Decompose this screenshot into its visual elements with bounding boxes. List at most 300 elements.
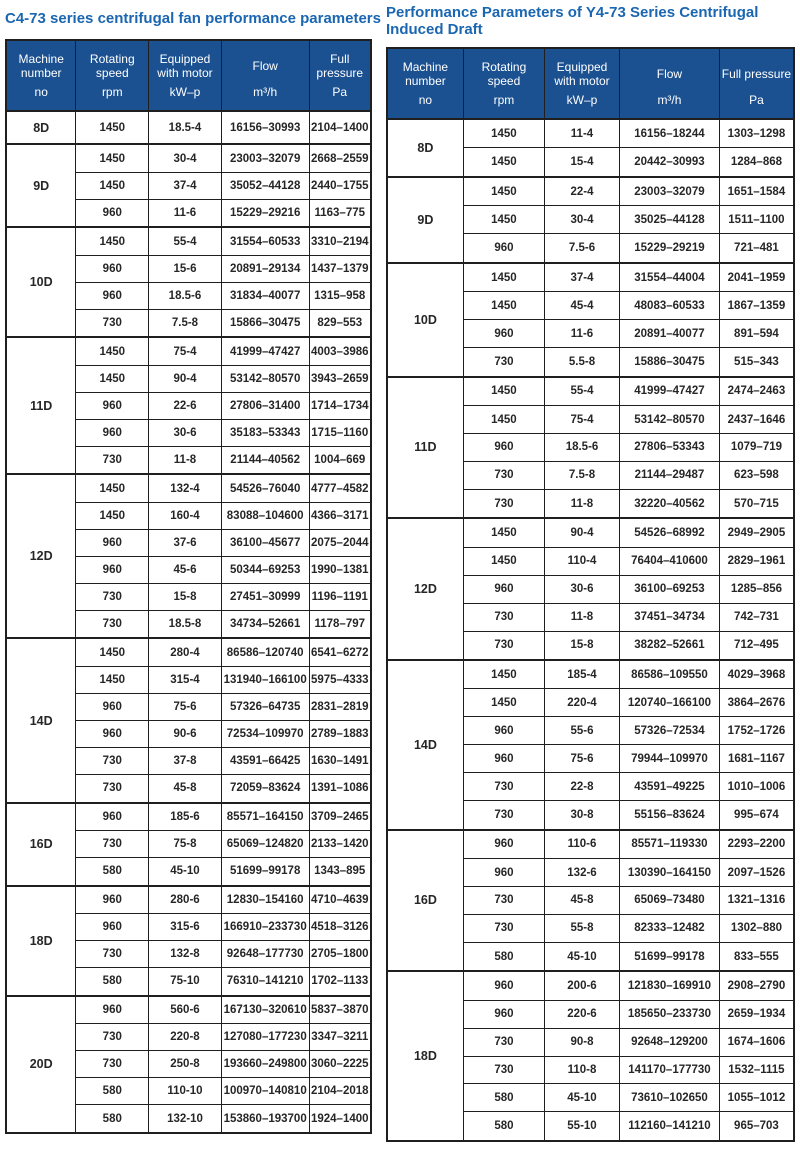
- data-cell: 1315–958: [309, 282, 371, 309]
- data-cell: 75-4: [149, 337, 222, 365]
- data-cell: 1163–775: [309, 199, 371, 227]
- data-cell: 45-4: [544, 292, 619, 320]
- data-cell: 15866–30475: [221, 309, 309, 337]
- data-cell: 4003–3986: [309, 337, 371, 365]
- column-header: Equipped with motor kW–p: [544, 48, 619, 119]
- data-cell: 110-4: [544, 547, 619, 575]
- data-cell: 130390–164150: [620, 859, 720, 887]
- data-cell: 55-10: [544, 1112, 619, 1141]
- data-cell: 55-4: [544, 377, 619, 406]
- data-cell: 1055–1012: [719, 1084, 794, 1112]
- data-cell: 623–598: [719, 461, 794, 489]
- data-cell: 730: [463, 773, 544, 801]
- data-cell: 45-6: [149, 556, 222, 583]
- c4-73-performance-table: [5, 39, 372, 1134]
- data-cell: 1714–1734: [309, 392, 371, 419]
- data-cell: 15-8: [544, 631, 619, 660]
- data-cell: 2104–1400: [309, 111, 371, 144]
- data-cell: 730: [463, 348, 544, 377]
- data-cell: 1196–1191: [309, 583, 371, 610]
- data-cell: 1285–856: [719, 575, 794, 603]
- data-cell: 90-4: [149, 365, 222, 392]
- data-cell: 18.5-6: [544, 434, 619, 462]
- data-cell: 90-4: [544, 518, 619, 547]
- data-cell: 79944–109970: [620, 745, 720, 773]
- data-cell: 54526–76040: [221, 474, 309, 502]
- data-cell: 960: [76, 419, 149, 446]
- data-cell: 110-10: [149, 1078, 222, 1105]
- data-cell: 18.5-6: [149, 282, 222, 309]
- data-cell: 730: [76, 1051, 149, 1078]
- data-cell: 167130–320610: [221, 996, 309, 1024]
- data-cell: 15886–30475: [620, 348, 720, 377]
- data-cell: 20891–40077: [620, 320, 720, 348]
- data-cell: 2075–2044: [309, 529, 371, 556]
- data-cell: 829–553: [309, 309, 371, 337]
- data-cell: 1511–1100: [719, 206, 794, 234]
- data-cell: 21144–40562: [221, 446, 309, 474]
- data-cell: 960: [76, 199, 149, 227]
- data-cell: 2831–2819: [309, 694, 371, 721]
- data-cell: 1450: [76, 111, 149, 144]
- data-cell: 570–715: [719, 489, 794, 518]
- data-cell: 6541–6272: [309, 638, 371, 666]
- data-cell: 55-8: [544, 914, 619, 942]
- data-cell: 4366–3171: [309, 502, 371, 529]
- data-cell: 30-6: [544, 575, 619, 603]
- data-cell: 2659–1934: [719, 1000, 794, 1028]
- data-cell: 1450: [463, 660, 544, 689]
- data-cell: 45-10: [544, 942, 619, 971]
- data-cell: 712–495: [719, 631, 794, 660]
- data-cell: 30-6: [149, 419, 222, 446]
- data-cell: 1450: [463, 518, 544, 547]
- data-cell: 580: [463, 1112, 544, 1141]
- data-cell: 4518–3126: [309, 914, 371, 941]
- data-cell: 75-8: [149, 831, 222, 858]
- data-cell: 580: [76, 1078, 149, 1105]
- data-cell: 1867–1359: [719, 292, 794, 320]
- data-cell: 11-6: [149, 199, 222, 227]
- data-cell: 2133–1420: [309, 831, 371, 858]
- data-cell: 185-4: [544, 660, 619, 689]
- data-cell: 1681–1167: [719, 745, 794, 773]
- data-cell: 37-4: [149, 172, 222, 199]
- data-cell: 960: [463, 234, 544, 263]
- table-row: [6, 337, 371, 365]
- data-cell: 1343–895: [309, 858, 371, 886]
- data-cell: 43591–49225: [620, 773, 720, 801]
- table-row: [6, 111, 371, 144]
- data-cell: 112160–141210: [620, 1112, 720, 1141]
- data-cell: 960: [463, 745, 544, 773]
- data-cell: 730: [463, 631, 544, 660]
- data-cell: 37-6: [149, 529, 222, 556]
- machine-number-cell: 20D: [6, 996, 76, 1133]
- data-cell: 1450: [76, 144, 149, 172]
- data-cell: 20891–29134: [221, 255, 309, 282]
- machine-number-cell: 9D: [6, 144, 76, 227]
- table-row: [6, 144, 371, 172]
- data-cell: 580: [76, 858, 149, 886]
- data-cell: 1178–797: [309, 610, 371, 638]
- machine-number-cell: 18D: [6, 886, 76, 996]
- data-cell: 2668–2559: [309, 144, 371, 172]
- data-cell: 4710–4639: [309, 886, 371, 914]
- data-cell: 35052–44128: [221, 172, 309, 199]
- data-cell: 12830–154160: [221, 886, 309, 914]
- data-cell: 185-6: [149, 803, 222, 831]
- data-cell: 960: [463, 434, 544, 462]
- column-header: Equipped with motor kW–p: [149, 40, 222, 111]
- data-cell: 1450: [76, 638, 149, 666]
- data-cell: 27806–53343: [620, 434, 720, 462]
- table-row: [6, 886, 371, 914]
- table-row: [6, 996, 371, 1024]
- data-cell: 730: [76, 748, 149, 775]
- data-cell: 960: [76, 255, 149, 282]
- data-cell: 45-8: [544, 886, 619, 914]
- data-cell: 85571–119330: [620, 830, 720, 859]
- table-row: [387, 377, 794, 406]
- data-cell: 57326–72534: [620, 717, 720, 745]
- data-cell: 132-10: [149, 1105, 222, 1133]
- data-cell: 1450: [76, 667, 149, 694]
- data-cell: 2705–1800: [309, 941, 371, 968]
- data-cell: 2293–2200: [719, 830, 794, 859]
- data-cell: 2474–2463: [719, 377, 794, 406]
- data-cell: 730: [463, 914, 544, 942]
- data-cell: 515–343: [719, 348, 794, 377]
- data-cell: 21144–29487: [620, 461, 720, 489]
- column-header: Full pressure Pa: [309, 40, 371, 111]
- data-cell: 580: [463, 942, 544, 971]
- data-cell: 960: [76, 886, 149, 914]
- data-cell: 131940–166100: [221, 667, 309, 694]
- data-cell: 3709–2465: [309, 803, 371, 831]
- data-cell: 730: [76, 309, 149, 337]
- data-cell: 730: [76, 610, 149, 638]
- data-cell: 220-6: [544, 1000, 619, 1028]
- data-cell: 83088–104600: [221, 502, 309, 529]
- data-cell: 2437–1646: [719, 406, 794, 434]
- data-cell: 730: [463, 489, 544, 518]
- data-cell: 315-6: [149, 914, 222, 941]
- table-row: [387, 263, 794, 292]
- data-cell: 833–555: [719, 942, 794, 971]
- data-cell: 55-4: [149, 227, 222, 255]
- data-cell: 121830–169910: [620, 971, 720, 1000]
- data-cell: 3060–2225: [309, 1051, 371, 1078]
- data-cell: 30-4: [544, 206, 619, 234]
- data-cell: 48083–60533: [620, 292, 720, 320]
- data-cell: 1450: [463, 292, 544, 320]
- data-cell: 2041–1959: [719, 263, 794, 292]
- data-cell: 41999–47427: [221, 337, 309, 365]
- data-cell: 82333–12482: [620, 914, 720, 942]
- table-row: [387, 177, 794, 206]
- data-cell: 1450: [76, 227, 149, 255]
- machine-number-cell: 9D: [387, 177, 463, 263]
- data-cell: 35025–44128: [620, 206, 720, 234]
- data-cell: 7.5-8: [544, 461, 619, 489]
- data-cell: 37451–34734: [620, 603, 720, 631]
- data-cell: 3347–3211: [309, 1024, 371, 1051]
- data-cell: 1674–1606: [719, 1028, 794, 1056]
- data-cell: 1437–1379: [309, 255, 371, 282]
- data-cell: 23003–32079: [620, 177, 720, 206]
- data-cell: 1302–880: [719, 914, 794, 942]
- machine-number-cell: 16D: [387, 830, 463, 972]
- data-cell: 960: [76, 282, 149, 309]
- data-cell: 45-8: [149, 775, 222, 803]
- data-cell: 75-6: [149, 694, 222, 721]
- data-cell: 1651–1584: [719, 177, 794, 206]
- data-cell: 76310–141210: [221, 968, 309, 996]
- data-cell: 995–674: [719, 801, 794, 830]
- data-cell: 960: [76, 914, 149, 941]
- data-cell: 15-8: [149, 583, 222, 610]
- data-cell: 280-4: [149, 638, 222, 666]
- data-cell: 65069–73480: [620, 886, 720, 914]
- data-cell: 20442–30993: [620, 148, 720, 177]
- data-cell: 1532–1115: [719, 1056, 794, 1084]
- data-cell: 73610–102650: [620, 1084, 720, 1112]
- data-cell: 50344–69253: [221, 556, 309, 583]
- left-table-title: C4-73 series centrifugal fan performance parameters: [5, 10, 381, 27]
- data-cell: 4777–4582: [309, 474, 371, 502]
- y4-73-performance-table: [386, 47, 795, 1142]
- data-cell: 1702–1133: [309, 968, 371, 996]
- data-cell: 86586–120740: [221, 638, 309, 666]
- column-header: Flow m³/h: [221, 40, 309, 111]
- data-cell: 730: [463, 1056, 544, 1084]
- data-cell: 15229–29216: [221, 199, 309, 227]
- data-cell: 11-8: [149, 446, 222, 474]
- data-cell: 5.5-8: [544, 348, 619, 377]
- machine-number-cell: 16D: [6, 803, 76, 886]
- data-cell: 36100–45677: [221, 529, 309, 556]
- data-cell: 18.5-8: [149, 610, 222, 638]
- data-cell: 960: [76, 721, 149, 748]
- data-cell: 90-6: [149, 721, 222, 748]
- data-cell: 90-8: [544, 1028, 619, 1056]
- data-cell: 55156–83624: [620, 801, 720, 830]
- data-cell: 185650–233730: [620, 1000, 720, 1028]
- column-header: Rotating speed rpm: [463, 48, 544, 119]
- table-row: [387, 660, 794, 689]
- data-cell: 92648–177730: [221, 941, 309, 968]
- table-row: [6, 474, 371, 502]
- data-cell: 1284–868: [719, 148, 794, 177]
- data-cell: 37-8: [149, 748, 222, 775]
- data-cell: 132-6: [544, 859, 619, 887]
- data-cell: 75-6: [544, 745, 619, 773]
- data-cell: 1303–1298: [719, 119, 794, 148]
- data-cell: 7.5-8: [149, 309, 222, 337]
- machine-number-cell: 18D: [387, 971, 463, 1141]
- data-cell: 15-4: [544, 148, 619, 177]
- data-cell: 960: [463, 1000, 544, 1028]
- data-cell: 1450: [463, 263, 544, 292]
- data-cell: 730: [76, 1024, 149, 1051]
- data-cell: 55-6: [544, 717, 619, 745]
- data-cell: 965–703: [719, 1112, 794, 1141]
- data-cell: 730: [463, 801, 544, 830]
- data-cell: 1715–1160: [309, 419, 371, 446]
- machine-number-cell: 8D: [6, 111, 76, 144]
- data-cell: 730: [463, 886, 544, 914]
- data-cell: 960: [463, 859, 544, 887]
- data-cell: 3310–2194: [309, 227, 371, 255]
- data-cell: 22-6: [149, 392, 222, 419]
- data-cell: 22-8: [544, 773, 619, 801]
- data-cell: 53142–80570: [620, 406, 720, 434]
- data-cell: 4029–3968: [719, 660, 794, 689]
- data-cell: 580: [76, 1105, 149, 1133]
- data-cell: 1450: [463, 177, 544, 206]
- data-cell: 15229–29219: [620, 234, 720, 263]
- data-cell: 11-8: [544, 603, 619, 631]
- data-cell: 2908–2790: [719, 971, 794, 1000]
- table-row: [387, 119, 794, 148]
- data-cell: 65069–124820: [221, 831, 309, 858]
- data-cell: 250-8: [149, 1051, 222, 1078]
- data-cell: 31834–40077: [221, 282, 309, 309]
- data-cell: 3864–2676: [719, 689, 794, 717]
- data-cell: 110-6: [544, 830, 619, 859]
- data-cell: 960: [76, 556, 149, 583]
- data-cell: 1990–1381: [309, 556, 371, 583]
- data-cell: 1450: [76, 172, 149, 199]
- data-cell: 1450: [463, 406, 544, 434]
- data-cell: 43591–66425: [221, 748, 309, 775]
- data-cell: 1391–1086: [309, 775, 371, 803]
- data-cell: 11-8: [544, 489, 619, 518]
- table-row: [6, 638, 371, 666]
- data-cell: 891–594: [719, 320, 794, 348]
- data-cell: 580: [463, 1084, 544, 1112]
- data-cell: 960: [463, 717, 544, 745]
- data-cell: 45-10: [149, 858, 222, 886]
- data-cell: 54526–68992: [620, 518, 720, 547]
- data-cell: 7.5-6: [544, 234, 619, 263]
- data-cell: 76404–410600: [620, 547, 720, 575]
- y4-73-panel: [386, 4, 795, 1142]
- header-row: [6, 40, 371, 111]
- data-cell: 132-4: [149, 474, 222, 502]
- machine-number-cell: 12D: [387, 518, 463, 660]
- data-cell: 16156–30993: [221, 111, 309, 144]
- table-row: [387, 518, 794, 547]
- data-cell: 166910–233730: [221, 914, 309, 941]
- data-cell: 220-4: [544, 689, 619, 717]
- data-cell: 30-8: [544, 801, 619, 830]
- data-cell: 1630–1491: [309, 748, 371, 775]
- data-cell: 1450: [463, 119, 544, 148]
- data-cell: 22-4: [544, 177, 619, 206]
- data-cell: 5975–4333: [309, 667, 371, 694]
- machine-number-cell: 8D: [387, 119, 463, 177]
- data-cell: 960: [463, 320, 544, 348]
- data-cell: 960: [76, 996, 149, 1024]
- data-cell: 1450: [76, 365, 149, 392]
- data-cell: 2789–1883: [309, 721, 371, 748]
- data-cell: 160-4: [149, 502, 222, 529]
- data-cell: 75-4: [544, 406, 619, 434]
- data-cell: 27806–31400: [221, 392, 309, 419]
- data-cell: 730: [463, 1028, 544, 1056]
- data-cell: 153860–193700: [221, 1105, 309, 1133]
- data-cell: 51699–99178: [620, 942, 720, 971]
- data-cell: 1924–1400: [309, 1105, 371, 1133]
- data-cell: 1450: [76, 502, 149, 529]
- data-cell: 1450: [463, 547, 544, 575]
- c4-73-panel: [5, 10, 381, 1134]
- data-cell: 1450: [463, 377, 544, 406]
- data-cell: 960: [76, 694, 149, 721]
- data-cell: 730: [76, 941, 149, 968]
- data-cell: 200-6: [544, 971, 619, 1000]
- data-cell: 92648–129200: [620, 1028, 720, 1056]
- data-cell: 3943–2659: [309, 365, 371, 392]
- data-cell: 100970–140810: [221, 1078, 309, 1105]
- data-cell: 742–731: [719, 603, 794, 631]
- data-cell: 730: [76, 446, 149, 474]
- column-header: Full pressure Pa: [719, 48, 794, 119]
- data-cell: 35183–53343: [221, 419, 309, 446]
- column-header: Machine number no: [387, 48, 463, 119]
- data-cell: 1004–669: [309, 446, 371, 474]
- data-cell: 730: [76, 831, 149, 858]
- data-cell: 1010–1006: [719, 773, 794, 801]
- data-cell: 1321–1316: [719, 886, 794, 914]
- data-cell: 960: [76, 803, 149, 831]
- data-cell: 960: [76, 529, 149, 556]
- data-cell: 37-4: [544, 263, 619, 292]
- data-cell: 315-4: [149, 667, 222, 694]
- column-header: Flow m³/h: [620, 48, 720, 119]
- data-cell: 141170–177730: [620, 1056, 720, 1084]
- data-cell: 110-8: [544, 1056, 619, 1084]
- data-cell: 16156–18244: [620, 119, 720, 148]
- data-cell: 132-8: [149, 941, 222, 968]
- data-cell: 72059–83624: [221, 775, 309, 803]
- machine-number-cell: 14D: [387, 660, 463, 830]
- data-cell: 45-10: [544, 1084, 619, 1112]
- data-cell: 2097–1526: [719, 859, 794, 887]
- table-row: [6, 227, 371, 255]
- data-cell: 280-6: [149, 886, 222, 914]
- data-cell: 72534–109970: [221, 721, 309, 748]
- data-cell: 57326–64735: [221, 694, 309, 721]
- machine-number-cell: 14D: [6, 638, 76, 802]
- column-header: Rotating speed rpm: [76, 40, 149, 111]
- data-cell: 730: [76, 583, 149, 610]
- machine-number-cell: 10D: [6, 227, 76, 337]
- data-cell: 85571–164150: [221, 803, 309, 831]
- machine-number-cell: 10D: [387, 263, 463, 377]
- data-cell: 580: [76, 968, 149, 996]
- machine-number-cell: 11D: [387, 377, 463, 519]
- data-cell: 730: [463, 461, 544, 489]
- data-cell: 730: [463, 603, 544, 631]
- data-cell: 960: [76, 392, 149, 419]
- data-cell: 2949–2905: [719, 518, 794, 547]
- data-cell: 38282–52661: [620, 631, 720, 660]
- data-cell: 960: [463, 575, 544, 603]
- data-cell: 220-8: [149, 1024, 222, 1051]
